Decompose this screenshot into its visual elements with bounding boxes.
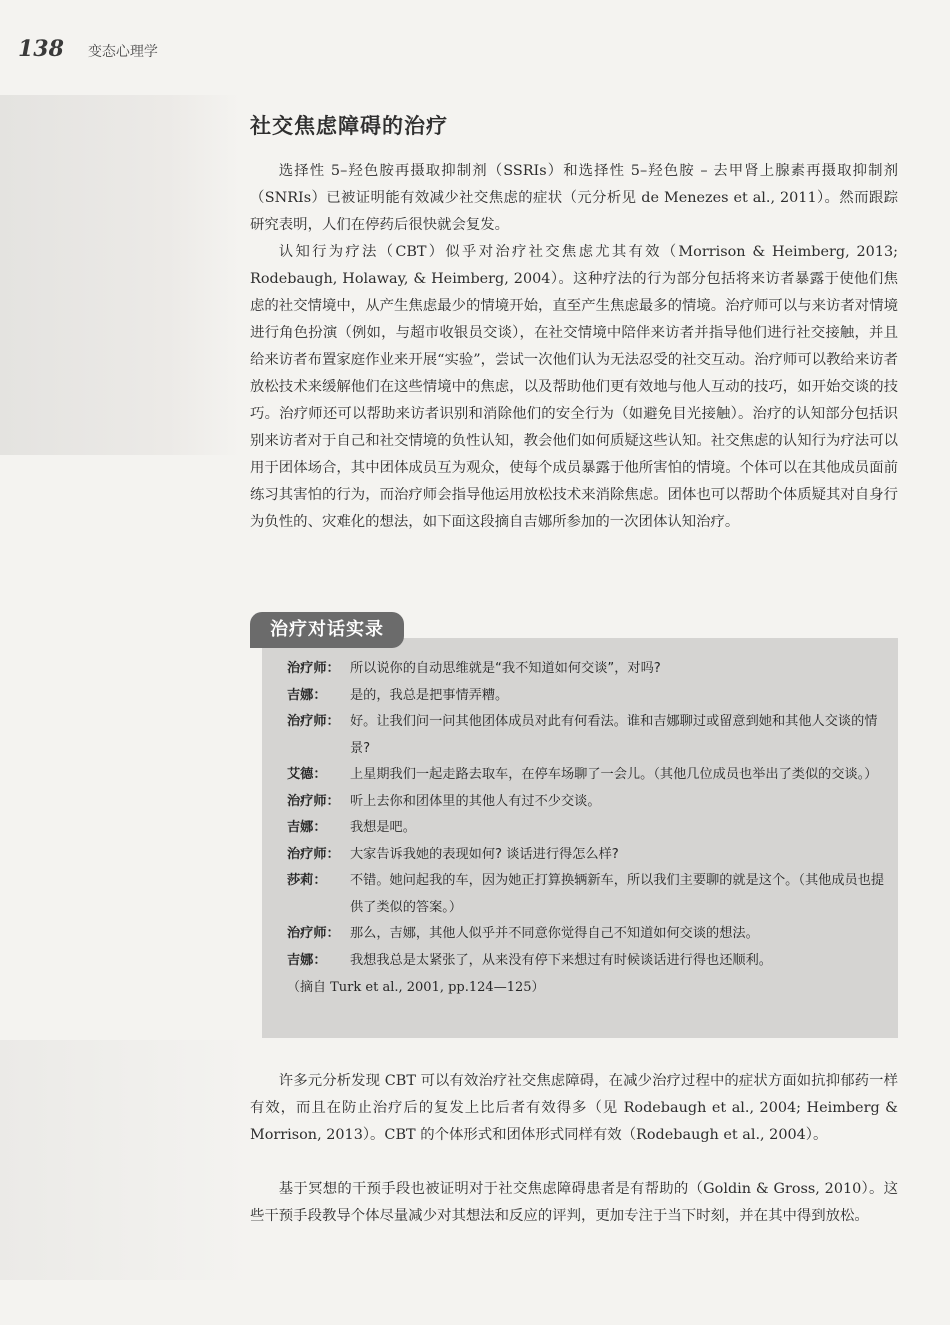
utterance: 那么，吉娜，其他人似乎并不同意你觉得自己不知道如何交谈的想法。 <box>350 926 759 941</box>
utterance: 不错。她问起我的车，因为她正打算换辆新车，所以我们主要聊的就是这个。（其他成员也提供了类似的答案。） <box>350 873 885 915</box>
utterance: 上星期我们一起走路去取车，在停车场聊了一会儿。（其他几位成员也举出了类似的交谈。） <box>350 767 878 782</box>
body-paragraph: 基于冥想的干预手段也被证明对于社交焦虑障碍患者是有帮助的（Goldin & Gross, 2010）。这些干预手段教导个体尽量减少对其想法和反应的评判，更加专注于当下时刻，并在其中得到放松。 <box>250 1181 898 1224</box>
speaker-name: 治疗师： <box>287 714 340 729</box>
dialogue-box-title: 治疗对话实录 <box>250 612 404 648</box>
dialogue-line <box>287 683 887 710</box>
running-head: 变态心理学 <box>87 44 158 60</box>
citation: （摘自 Turk et al., 2001, pp.124—125） <box>287 980 545 995</box>
speaker-name: 治疗师： <box>287 846 340 862</box>
margin-shading <box>0 95 240 455</box>
utterance: 大家告诉我她的表现如何? 谈话进行得怎么样? <box>350 846 619 862</box>
speaker-name: 莎莉： <box>287 873 327 888</box>
speaker-name: 治疗师： <box>287 661 340 676</box>
dialogue-list <box>287 656 887 1002</box>
dialogue-line <box>287 948 887 975</box>
dialogue-line <box>287 842 887 869</box>
utterance: 好。让我们问一问其他团体成员对此有何看法。谁和吉娜聊过或留意到她和其他人交谈的情景? <box>350 714 878 756</box>
utterance: 我想是吧。 <box>350 820 416 835</box>
utterance: 所以说你的自动思维就是“我不知道如何交谈”，对吗? <box>350 661 661 676</box>
speaker-name: 吉娜： <box>287 952 327 968</box>
page-number: 138 <box>18 36 64 62</box>
dialogue-line <box>287 656 887 683</box>
dialogue-line <box>287 815 887 842</box>
dialogue-line <box>287 868 887 921</box>
dialogue-line <box>287 709 887 762</box>
speaker-name: 吉娜： <box>287 687 327 703</box>
speaker-name: 治疗师： <box>287 926 340 941</box>
speaker-name: 艾德： <box>287 767 327 782</box>
utterance: 我想我总是太紧张了，从来没有停下来想过有时候谈话进行得也还顺利。 <box>350 952 772 968</box>
page-header <box>18 36 158 62</box>
speaker-name: 吉娜： <box>287 820 327 835</box>
dialogue-line <box>287 921 887 948</box>
body-paragraph: 选择性 5–羟色胺再摄取抑制剂（SSRIs）和选择性 5–羟色胺 – 去甲肾上腺素再摄取抑制剂（SNRIs）已被证明能有效减少社交焦虑的症状（元分析见 de Menezes et al., 2011）。然而跟踪研究表明，人们在停药后很快就会复发。 <box>250 163 898 233</box>
dialogue-line <box>287 762 887 789</box>
utterance: 是的，我总是把事情弄糟。 <box>350 687 509 703</box>
utterance: 听上去你和团体里的其他人有过不少交谈。 <box>350 793 601 809</box>
speaker-name: 治疗师： <box>287 793 340 809</box>
body-paragraph: 许多元分析发现 CBT 可以有效治疗社交焦虑障碍，在减少治疗过程中的症状方面如抗抑郁药一样有效，而且在防止治疗后的复发上比后者有效得多（见 Rodebaugh et al., 2004; Heimberg & Morrison, 2013）。CBT 的个体形式和团体形式同样有效（Rodebaugh et al., 2004）。 <box>250 1073 898 1143</box>
section-title: 社交焦虑障碍的治疗 <box>250 114 448 138</box>
margin-shading-lower <box>0 1040 250 1280</box>
body-paragraph: 认知行为疗法（CBT）似乎对治疗社交焦虑尤其有效（Morrison & Heimberg, 2013; Rodebaugh, Holaway, & Heimberg, 2004）。这种疗法的行为部分包括将来访者暴露于使他们焦虑的社交情境中，从产生焦虑最少的情境开始，直至产生焦虑最多的情境。治疗师可以与来访者对情境进行角色扮演（例如，与超市收银员交谈），在社交情境中陪伴来访者并指导他们进行社交接触，并且给来访者布置家庭作业来开展“实验”，尝试一次他们认为无法忍受的社交互动。治疗师可以教给来访者放松技术来缓解他们在这些情境中的焦虑，以及帮助他们更有效地与他人互动的技巧，如开始交谈的技巧。治疗师还可以帮助来访者识别和消除他们的安全行为（如避免目光接触）。治疗的认知部分包括识别来访者对于自己和社交情境的负性认知，教会他们如何质疑这些认知。社交焦虑的认知行为疗法可以用于团体场合，其中团体成员互为观众，使每个成员暴露于他所害怕的情境。个体可以在其他成员面前练习其害怕的行为，而治疗师会指导他运用放松技术来消除焦虑。团体也可以帮助个体质疑其对自身行为负性的、灾难化的想法，如下面这段摘自吉娜所参加的一次团体认知治疗。 <box>250 244 898 530</box>
dialogue-line <box>287 789 887 816</box>
